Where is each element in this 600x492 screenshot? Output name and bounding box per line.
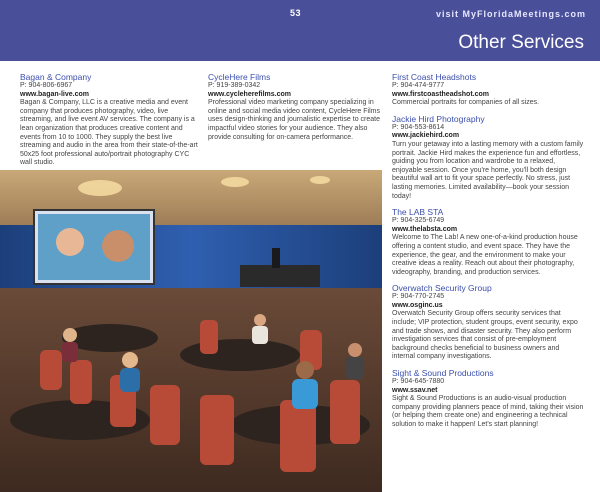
listing-description: Turn your getaway into a lasting memory with a custom family portrait. Jackie Hird makes the experience fun and effortless, guiding you from location and wardrobe to a relaxed, enjoyable session. Once you're home, you'll both design beautiful wall art to fit your space perfectly. No stress, just lasting memories. Limited availability—book your session today! [392, 140, 584, 200]
listing-description: Sight & Sound Productions is an audio-visual production company providing planners peace of mind, taking their vision (or helping them create one) and engineering a technical solution to make it happen! Let's start planning! [392, 395, 584, 428]
listing-url[interactable]: www.firstcoastheadshot.com [392, 90, 489, 98]
site-url[interactable]: visit MyFloridaMeetings.com [435, 9, 586, 19]
left-column [20, 72, 200, 174]
listing-phone: P: 904-325-6749 [392, 217, 445, 225]
right-column [392, 72, 584, 436]
listing-entry [392, 114, 584, 201]
conference-photo-illustration [0, 170, 382, 492]
listing-phone: P: 904-553-8614 [392, 123, 445, 131]
page-number: 53 [290, 8, 302, 18]
listing-name: Sight & Sound Productions [392, 368, 494, 379]
listing-name: The LAB STA [392, 207, 444, 218]
listing-name: Bagan & Company [20, 72, 92, 82]
listing-url[interactable]: www.ssav.net [392, 386, 438, 394]
listing-entry [392, 72, 584, 108]
listing-url[interactable]: www.bagan-live.com [20, 90, 89, 98]
listing-entry [392, 207, 584, 277]
listing-description: Bagan & Company, LLC is a creative media and event company that produces photography, video, live streaming, and live event AV services. The company is a lean organization that produces creative content and events from 10 to 1000. They supply the best live streaming and audio in the area from their state-of-the-art 50x25 foot professional auto/portrait photography CYC wall studio. [20, 99, 198, 167]
listing-phone: P: 904-806-6967 [20, 82, 73, 89]
listing-name: CycleHere Films [208, 72, 271, 82]
listing-description: Overwatch Security Group offers security services that include; VIP protection, student groups, event security, expo and trade shows, and disaster security. They also perform investigation services that consist of pre-employment background checks beneficial to business owners and internal company investigations. [392, 310, 578, 361]
section-banner [0, 27, 600, 61]
listing-entry [208, 72, 380, 142]
listing-phone: P: 919-389-0342 [208, 82, 261, 89]
listing-description: Commercial portraits for companies of all sizes. [392, 99, 540, 107]
listing-entry [20, 72, 200, 168]
listing-description: Welcome to The Lab! A new one-of-a-kind production house offering a content studio, and event space. They have the experience, the gear, and the environment to make your creative ideas a reality. Reach out about their photography, videography, branding, and production services. [392, 234, 578, 276]
listing-entry [392, 283, 584, 362]
listing-url[interactable]: www.jackiehird.com [392, 132, 460, 140]
listing-name: Jackie Hird Photography [392, 113, 485, 124]
middle-column [208, 72, 380, 148]
listing-name: Overwatch Security Group [392, 283, 492, 294]
listing-description: Professional video marketing company specializing in online and social media video content, CycleHere Films uses design-thinking and journalistic expertise to create impactful video stories for your audience. They also provide consulting for on-camera performance. [208, 99, 380, 141]
section-title: Other Services [458, 32, 584, 53]
listing-entry [392, 368, 584, 430]
listing-phone: P: 904-770-2745 [392, 293, 445, 301]
listing-phone: P: 904-474-9777 [392, 82, 445, 89]
listing-url[interactable]: www.thelabsta.com [392, 225, 458, 233]
top-bar [0, 0, 600, 27]
conference-photo [0, 170, 382, 492]
listing-name: First Coast Headshots [392, 72, 477, 82]
listing-url[interactable]: www.osginc.us [392, 301, 443, 309]
listing-url[interactable]: www.cycleherefilms.com [208, 90, 291, 98]
listing-phone: P: 904-645-7880 [392, 378, 445, 386]
